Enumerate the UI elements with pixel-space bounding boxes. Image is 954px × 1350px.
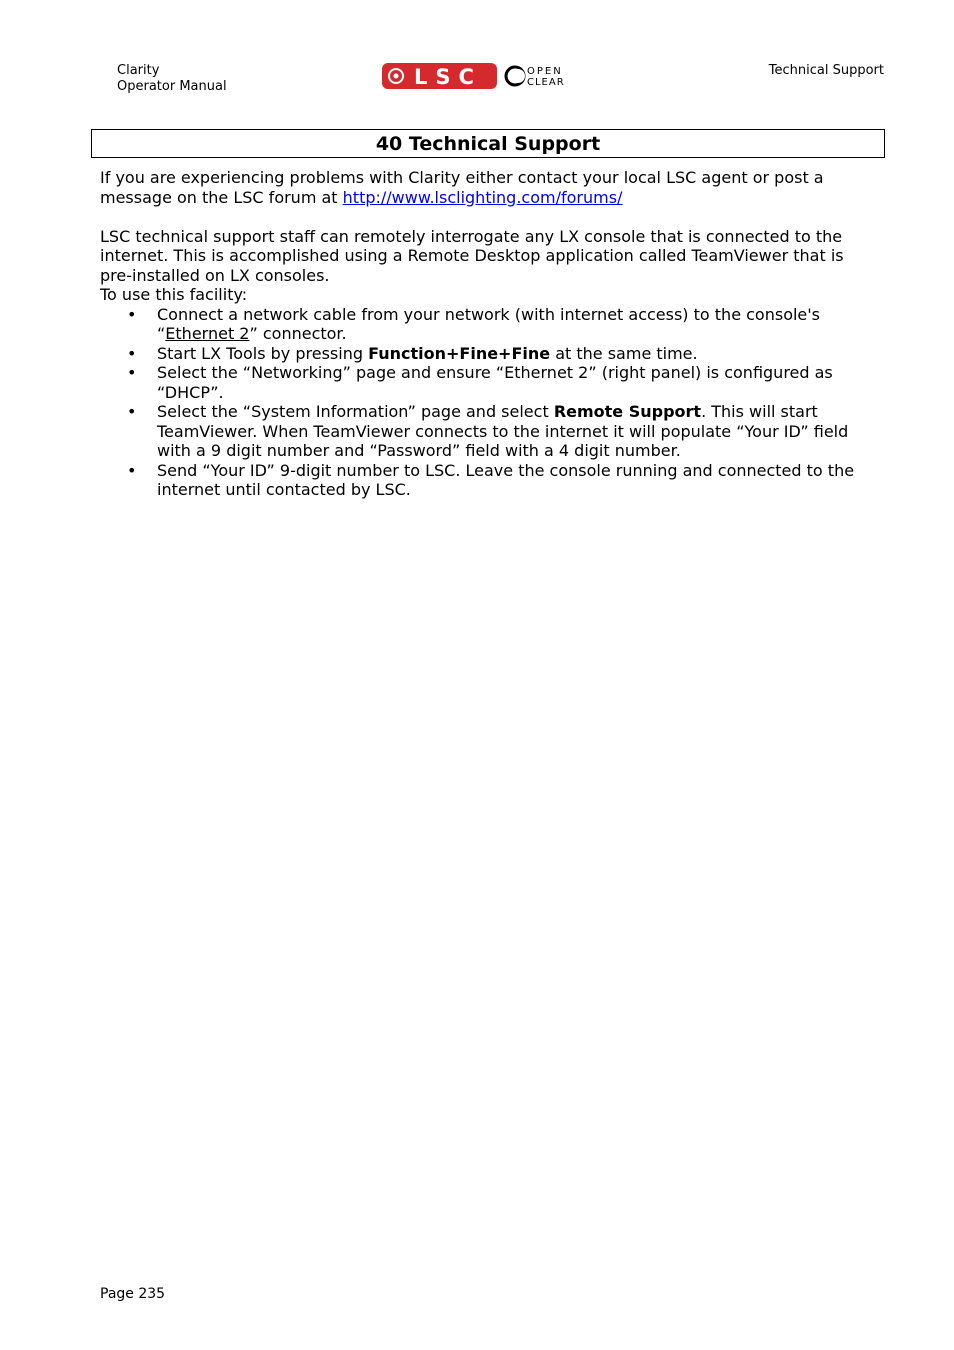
- bullet-marker: •: [127, 363, 137, 382]
- list-item: [100, 305, 880, 344]
- step-text: Send “Your ID” 9-digit number to LSC. Leave the console running and connected to the internet until contacted by LSC.: [157, 460, 855, 499]
- lsc-open-clear-logo: [382, 61, 598, 91]
- header-left: [117, 63, 227, 95]
- key-combination: Function+Fine+Fine: [368, 343, 551, 363]
- steps-list: [100, 305, 880, 500]
- bullet-marker: •: [127, 460, 137, 480]
- section-title: 40 Technical Support: [91, 129, 885, 158]
- step-text: Select the “System Information” page and select: [157, 402, 554, 421]
- logo-clear-text: CLEAR: [527, 77, 565, 88]
- bullet-marker: •: [127, 343, 137, 363]
- usage-intro: To use this facility:: [100, 285, 248, 304]
- list-item: [100, 461, 880, 500]
- remote-support-paragraph: LSC technical support staff can remotely interrogate any LX console that is connected to the internet. This is accomplished using a Remote Desktop application called TeamViewer that is pre-installed on LX consoles.: [100, 226, 844, 285]
- intro-text: If you are experiencing problems with Clarity either contact your local LSC agent or post a message on the LSC forum at: [100, 168, 824, 207]
- logo-lsc-text: LSC: [414, 65, 482, 89]
- header-section: Technical Support: [768, 63, 884, 78]
- header-product: Clarity: [117, 63, 160, 78]
- step-text: . This will start TeamViewer. When TeamViewer connects to the internet it will populate “Your ID” field with a 9 digit number and “Password” field with a 4 digit number.: [157, 402, 849, 460]
- step-text: at the same time.: [550, 343, 698, 363]
- step-text: ” connector.: [249, 324, 347, 343]
- page-number: Page 235: [100, 1286, 166, 1302]
- ethernet-reference: Ethernet 2: [165, 324, 250, 343]
- list-item: [100, 363, 880, 402]
- bullet-marker: •: [127, 304, 137, 324]
- forum-link[interactable]: http://www.lsclighting.com/forums/: [342, 187, 623, 207]
- body-content: [100, 168, 880, 500]
- step-text: Connect a network cable from your network (with internet access) to the console's “: [157, 304, 820, 343]
- list-item: [100, 344, 880, 364]
- intro-paragraph: [100, 168, 880, 207]
- remote-support-label: Remote Support: [553, 402, 702, 421]
- list-item: [100, 402, 880, 461]
- logo-open-text: OPEN: [527, 66, 563, 77]
- step-text: Select the “Networking” page and ensure “Ethernet 2” (right panel) is configured as “DHCP”.: [157, 363, 833, 402]
- header-doc-name: Operator Manual: [117, 79, 227, 94]
- step-text: Start LX Tools by pressing: [157, 343, 369, 363]
- bullet-marker: •: [127, 402, 137, 421]
